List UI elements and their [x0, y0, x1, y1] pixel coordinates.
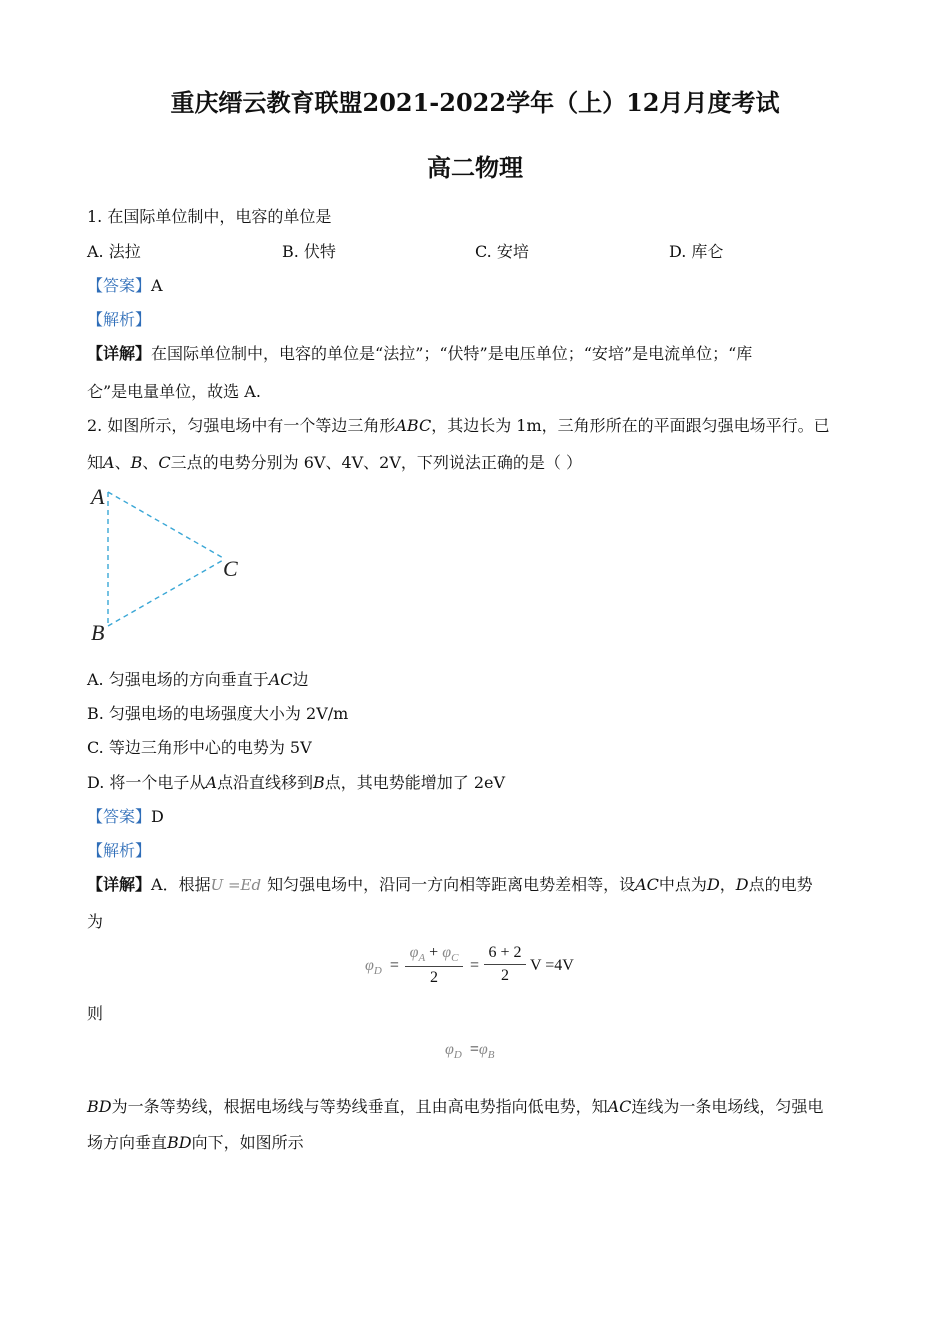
- q2-stem-text: 三点的电势分别为 6V、4V、2V，下列说法正确的是（ ）: [170, 453, 583, 472]
- q2-para-text: 场方向垂直: [87, 1133, 168, 1152]
- q2-detail-text: 中点为: [658, 875, 707, 894]
- phi-subscript: A: [418, 952, 426, 964]
- fraction-bar: [484, 964, 526, 965]
- q2-stem-sep: 、: [142, 453, 159, 472]
- phi-subscript: C: [451, 952, 459, 964]
- q2-detail-text: 点的电势: [748, 875, 813, 894]
- fraction-numerator: 6 + 2: [488, 944, 522, 961]
- phi-symbol: φ: [409, 944, 419, 961]
- eq1-lhs: [365, 957, 399, 977]
- q1-stem: 1. 在国际单位制中，电容的单位是: [87, 207, 332, 226]
- q1-analysis-label: 【解析】: [87, 310, 152, 329]
- q2-detail-line2: 为: [87, 912, 104, 931]
- vertex-label-c: C: [223, 556, 238, 581]
- q2-answer-label: 【答案】: [87, 807, 152, 826]
- phi-symbol: φ: [442, 944, 452, 961]
- q2-para-line2: [87, 1133, 304, 1153]
- q2-point-a: A: [205, 773, 217, 792]
- q2-point-d: D: [706, 875, 720, 894]
- phi-symbol: φ: [365, 957, 374, 974]
- q2-para-text: 为一条等势线，根据电场线与等势线垂直，且由高电势指向低电势，知: [111, 1097, 608, 1116]
- q2-option-a: [87, 670, 309, 690]
- q1-detail-line1: [87, 344, 752, 364]
- q2-point-c: C: [158, 453, 171, 472]
- phi-symbol: φ: [478, 1041, 488, 1058]
- fraction-numerator: [405, 944, 463, 964]
- q2-detail-label: 【详解】: [87, 875, 152, 894]
- q2-stem-sep: 、: [114, 453, 131, 472]
- q1-answer-line: [87, 276, 163, 296]
- q1-detail-line2: 仑”是电量单位，故选 A.: [87, 382, 261, 401]
- fraction-denominator: 2: [501, 967, 509, 984]
- q1-option-d: D. 库仑: [669, 242, 724, 261]
- q2-detail-sep: ，: [719, 875, 736, 894]
- q2-point-b: B: [313, 773, 325, 792]
- q1-answer: A: [151, 276, 163, 295]
- page-title: 重庆缙云教育联盟2021-2022学年（上）12月月度考试: [170, 88, 780, 117]
- q2-analysis-label: 【解析】: [87, 841, 152, 860]
- q2-para-text: 连线为一条电场线，匀强电: [631, 1097, 824, 1116]
- page-subtitle: 高二物理: [427, 153, 523, 182]
- phi-subscript: B: [487, 1049, 495, 1061]
- q2-stem-line1: [87, 416, 830, 436]
- q2-option-d: [87, 773, 505, 793]
- equals-sign: =: [389, 957, 399, 974]
- q2-option-c: C. 等边三角形中心的电势为 5V: [87, 738, 312, 757]
- q2-option-text: D. 将一个电子从: [87, 773, 206, 792]
- q1-detail-text: 在国际单位制中，电容的单位是“法拉”；“伏特”是电压单位；“安培”是电流单位；“库: [151, 344, 753, 363]
- q2-option-text: 边: [292, 670, 309, 689]
- q2-then: 则: [87, 1004, 104, 1023]
- eq1-result: V =4V: [530, 957, 574, 974]
- q2-answer: D: [151, 807, 164, 826]
- q2-detail-segment: AC: [635, 875, 659, 894]
- edge-ac: [108, 492, 225, 559]
- q2-detail-text: 知匀强电场中，沿同一方向相等距离电势差相等，设: [267, 875, 636, 894]
- q2-point-a: A: [103, 453, 115, 472]
- q2-detail-text: A．根据: [151, 875, 211, 894]
- q2-answer-line: [87, 807, 164, 827]
- equation-phi-d-equals-phi-b: [445, 1041, 494, 1061]
- q2-stem-line2: [87, 453, 582, 473]
- equals-sign: =: [469, 1041, 479, 1058]
- formula-u-ed: U =Ed: [210, 876, 262, 894]
- q2-point-d: D: [735, 875, 749, 894]
- vertex-label-a: A: [91, 484, 105, 509]
- eq1-fraction-right: [484, 944, 526, 985]
- q2-segment-ac: AC: [607, 1097, 632, 1116]
- fraction-bar: [405, 966, 463, 967]
- eq1-equals: =: [470, 957, 480, 974]
- q2-detail-line1: [87, 875, 813, 895]
- q2-option-b: B. 匀强电场的电场强度大小为 2V/m: [87, 704, 349, 723]
- q2-option-text: A. 匀强电场的方向垂直于: [87, 670, 269, 689]
- q2-option-segment: AC: [268, 670, 293, 689]
- q2-para-text: 向下，如图所示: [191, 1133, 304, 1152]
- q1-option-a: A. 法拉: [87, 242, 141, 261]
- phi-subscript: D: [453, 1049, 462, 1061]
- q1-option-c: C. 安培: [475, 242, 529, 261]
- edge-bc: [108, 559, 225, 626]
- fraction-denominator: 2: [430, 969, 438, 986]
- q2-stem-text: 知: [87, 453, 104, 472]
- q1-option-b: B. 伏特: [282, 242, 336, 261]
- eq1-fraction-left: [405, 944, 463, 987]
- q1-answer-label: 【答案】: [87, 276, 152, 295]
- q2-option-text: 点沿直线移到: [217, 773, 314, 792]
- q2-para-line1: [87, 1097, 823, 1117]
- phi-symbol: φ: [445, 1041, 454, 1058]
- phi-subscript: D: [373, 965, 382, 977]
- q2-triangle-name: ABC: [395, 416, 432, 435]
- plus-sign: +: [429, 944, 439, 961]
- q2-stem-text: 2. 如图所示，匀强电场中有一个等边三角形: [87, 416, 396, 435]
- q2-segment-bd: BD: [167, 1133, 192, 1152]
- q1-detail-label: 【详解】: [87, 344, 152, 363]
- q2-point-b: B: [130, 453, 143, 472]
- vertex-label-b: B: [91, 620, 105, 645]
- q2-stem-text: ，其边长为 1m，三角形所在的平面跟匀强电场平行。已: [431, 416, 830, 435]
- q2-option-text: 点，其电势能增加了 2eV: [324, 773, 506, 792]
- q2-segment-bd: BD: [87, 1097, 112, 1116]
- triangle-figure: [85, 482, 255, 652]
